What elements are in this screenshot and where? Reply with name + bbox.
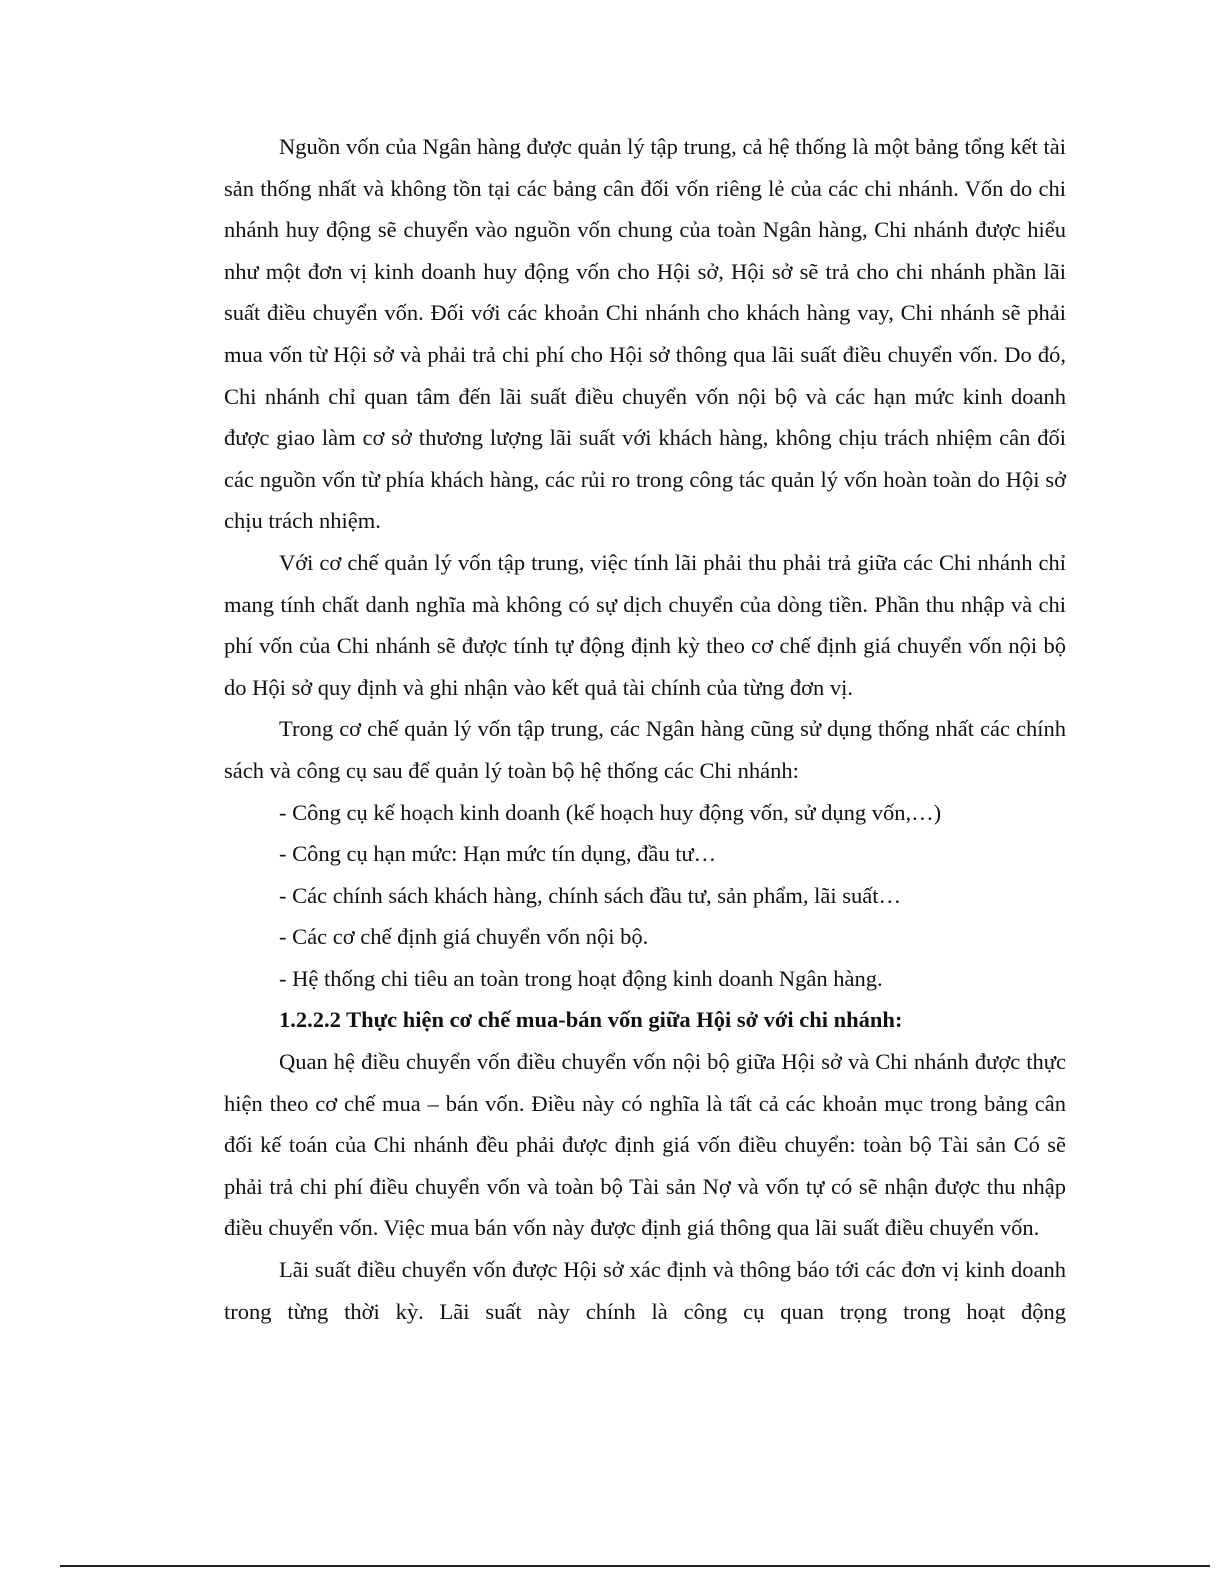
section-heading: 1.2.2.2 Thực hiện cơ chế mua-bán vốn giữa Hội sở với chi nhánh:	[279, 1007, 903, 1033]
tools-list	[224, 792, 1066, 1000]
list-item: - Hệ thống chi tiêu an toàn trong hoạt động kinh doanh Ngân hàng.	[279, 965, 883, 991]
list-item: - Công cụ kế hoạch kinh doanh (kế hoạch huy động vốn, sử dụng vốn,…)	[279, 799, 942, 825]
paragraph-buy-sell-mechanism: Quan hệ điều chuyển vốn điều chuyển vốn nội bộ giữa Hội sở và Chi nhánh được thực hiện theo cơ chế mua – bán vốn. Điều này có nghĩa là tất cả các khoản mục trong bảng cân đối kế toán của Chi nhánh đều phải được định giá vốn điều chuyển: toàn bộ Tài sản Có sẽ phải trả chi phí điều chuyển vốn và toàn bộ Tài sản Nợ và vốn tự có sẽ nhận được thu nhập điều chuyển vốn. Việc mua bán vốn này được định giá thông qua lãi suất điều chuyển vốn.	[224, 1049, 1066, 1241]
paragraph-transfer-rate: Lãi suất điều chuyển vốn được Hội sở xác định và thông báo tới các đơn vị kinh doanh trong từng thời kỳ. Lãi suất này chính là công cụ quan trọng trong hoạt động	[224, 1257, 1066, 1324]
paragraph-interest-mechanism: Với cơ chế quản lý vốn tập trung, việc tính lãi phải thu phải trả giữa các Chi nhánh chỉ mang tính chất danh nghĩa mà không có sự dịch chuyển của dòng tiền. Phần thu nhập và chi phí vốn của Chi nhánh sẽ được tính tự động định kỳ theo cơ chế định giá chuyển vốn nội bộ do Hội sở quy định và ghi nhận vào kết quả tài chính của từng đơn vị.	[224, 549, 1066, 700]
list-item: - Các cơ chế định giá chuyển vốn nội bộ.	[279, 924, 649, 950]
paragraph-management-tools-intro: Trong cơ chế quản lý vốn tập trung, các Ngân hàng cũng sử dụng thống nhất các chính sách và công cụ sau để quản lý toàn bộ hệ thống các Chi nhánh:	[224, 716, 1066, 783]
document-page	[224, 126, 1066, 1332]
list-item: - Các chính sách khách hàng, chính sách đầu tư, sản phẩm, lãi suất…	[279, 882, 902, 908]
list-item: - Công cụ hạn mức: Hạn mức tín dụng, đầu tư…	[279, 841, 717, 867]
paragraph-centralized-capital: Nguồn vốn của Ngân hàng được quản lý tập trung, cả hệ thống là một bảng tổng kết tài sản thống nhất và không tồn tại các bảng cân đối vốn riêng lẻ của các chi nhánh. Vốn do chi nhánh huy động sẽ chuyển vào nguồn vốn chung của toàn Ngân hàng, Chi nhánh được hiểu như một đơn vị kinh doanh huy động vốn cho Hội sở, Hội sở sẽ trả cho chi nhánh phần lãi suất điều chuyển vốn. Đối với các khoản Chi nhánh cho khách hàng vay, Chi nhánh sẽ phải mua vốn từ Hội sở và phải trả chi phí cho Hội sở thông qua lãi suất điều chuyển vốn. Do đó, Chi nhánh chỉ quan tâm đến lãi suất điều chuyển vốn nội bộ và các hạn mức kinh doanh được giao làm cơ sở thương lượng lãi suất với khách hàng, không chịu trách nhiệm cân đối các nguồn vốn từ phía khách hàng, các rủi ro trong công tác quản lý vốn hoàn toàn do Hội sở chịu trách nhiệm.	[224, 134, 1066, 534]
page-bottom-rule	[60, 1565, 1210, 1567]
